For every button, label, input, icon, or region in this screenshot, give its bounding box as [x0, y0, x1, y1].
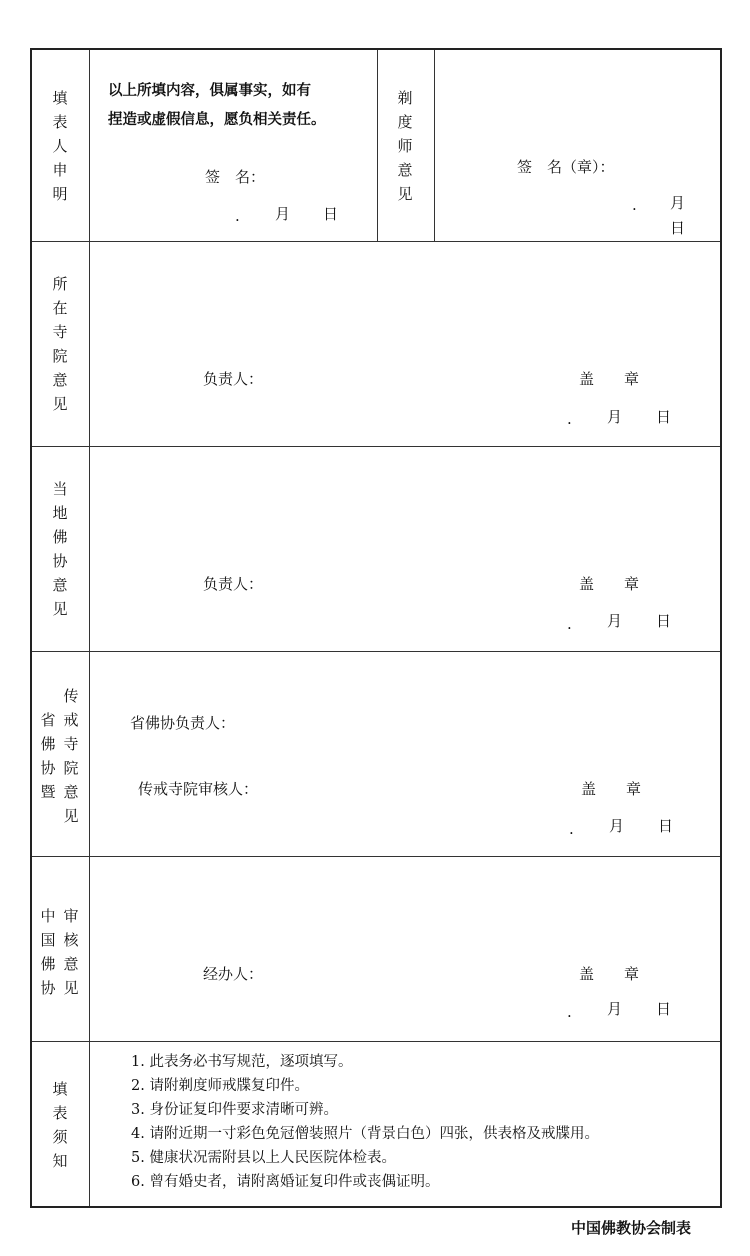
declaration-year-dot: .	[235, 207, 240, 225]
temple-header: 所在寺院意见	[52, 275, 68, 413]
preceptor-sign-label: 签 名（章）：	[517, 158, 615, 176]
local-association-month: 月	[607, 612, 623, 630]
national-seal-label: 盖 章	[579, 965, 640, 983]
declaration-statement-line1: 以上所填内容，俱属事实，如有	[108, 83, 311, 99]
form-issuer-footer: 中国佛教协会制表	[571, 1219, 692, 1237]
provincial-person-label2: 传戒寺院审核人：	[138, 780, 259, 798]
notes-item: 3. 身份证复印件要求清晰可辨。	[131, 1102, 338, 1118]
local-association-day: 日	[656, 612, 672, 630]
provincial-header-col2: 传戒寺院意见	[63, 687, 79, 825]
national-month: 月	[607, 1000, 623, 1018]
row-divider	[32, 651, 720, 652]
provincial-month: 月	[609, 817, 625, 835]
notes-list	[131, 1050, 599, 1194]
notes-item: 1. 此表务必书写规范，逐项填写。	[131, 1054, 353, 1070]
provincial-header-col1: 省佛协暨	[40, 711, 56, 801]
column-divider	[434, 50, 435, 241]
local-association-seal-label: 盖 章	[579, 575, 640, 593]
declaration-day: 日	[323, 205, 339, 223]
declaration-sign-label: 签 名：	[205, 168, 266, 186]
row-divider	[32, 241, 720, 242]
local-association-header: 当地佛协意见	[52, 480, 68, 618]
temple-year-dot: .	[567, 410, 572, 428]
temple-day: 日	[656, 408, 672, 426]
preceptor-day: 日	[670, 219, 686, 237]
notes-item: 2. 请附剃度师戒牒复印件。	[131, 1078, 309, 1094]
preceptor-header: 剃度师意见	[397, 89, 413, 203]
temple-seal-label: 盖 章	[579, 370, 640, 388]
provincial-seal-label: 盖 章	[581, 780, 642, 798]
preceptor-year-dot: .	[632, 196, 637, 214]
header-column-divider	[89, 50, 90, 1206]
temple-person-label: 负责人：	[203, 370, 264, 388]
provincial-person-label1: 省佛协负责人：	[130, 714, 236, 732]
local-association-year-dot: .	[567, 615, 572, 633]
national-header-col2: 审核意见	[63, 907, 79, 997]
national-header-col1: 中国佛协	[40, 907, 56, 997]
local-association-person-label: 负责人：	[203, 575, 264, 593]
temple-month: 月	[607, 408, 623, 426]
row-divider	[32, 446, 720, 447]
row-divider	[32, 1041, 720, 1042]
declaration-month: 月	[275, 205, 291, 223]
declaration-header: 填表人申明	[52, 89, 68, 203]
provincial-day: 日	[658, 817, 674, 835]
provincial-year-dot: .	[569, 820, 574, 838]
notes-item: 5. 健康状况需附县以上人民医院体检表。	[131, 1150, 396, 1166]
national-day: 日	[656, 1000, 672, 1018]
row-divider	[32, 856, 720, 857]
national-person-label: 经办人：	[203, 965, 264, 983]
notes-item: 6. 曾有婚史者，请附离婚证复印件或丧偶证明。	[131, 1174, 440, 1190]
notes-item: 4. 请附近期一寸彩色免冠僧装照片（背景白色）四张，供表格及戒牒用。	[131, 1126, 599, 1142]
declaration-statement-line2: 捏造或虚假信息，愿负相关责任。	[108, 112, 326, 128]
notes-header: 填表须知	[52, 1080, 68, 1170]
national-year-dot: .	[567, 1003, 572, 1021]
preceptor-month: 月	[670, 194, 686, 212]
column-divider	[377, 50, 378, 241]
